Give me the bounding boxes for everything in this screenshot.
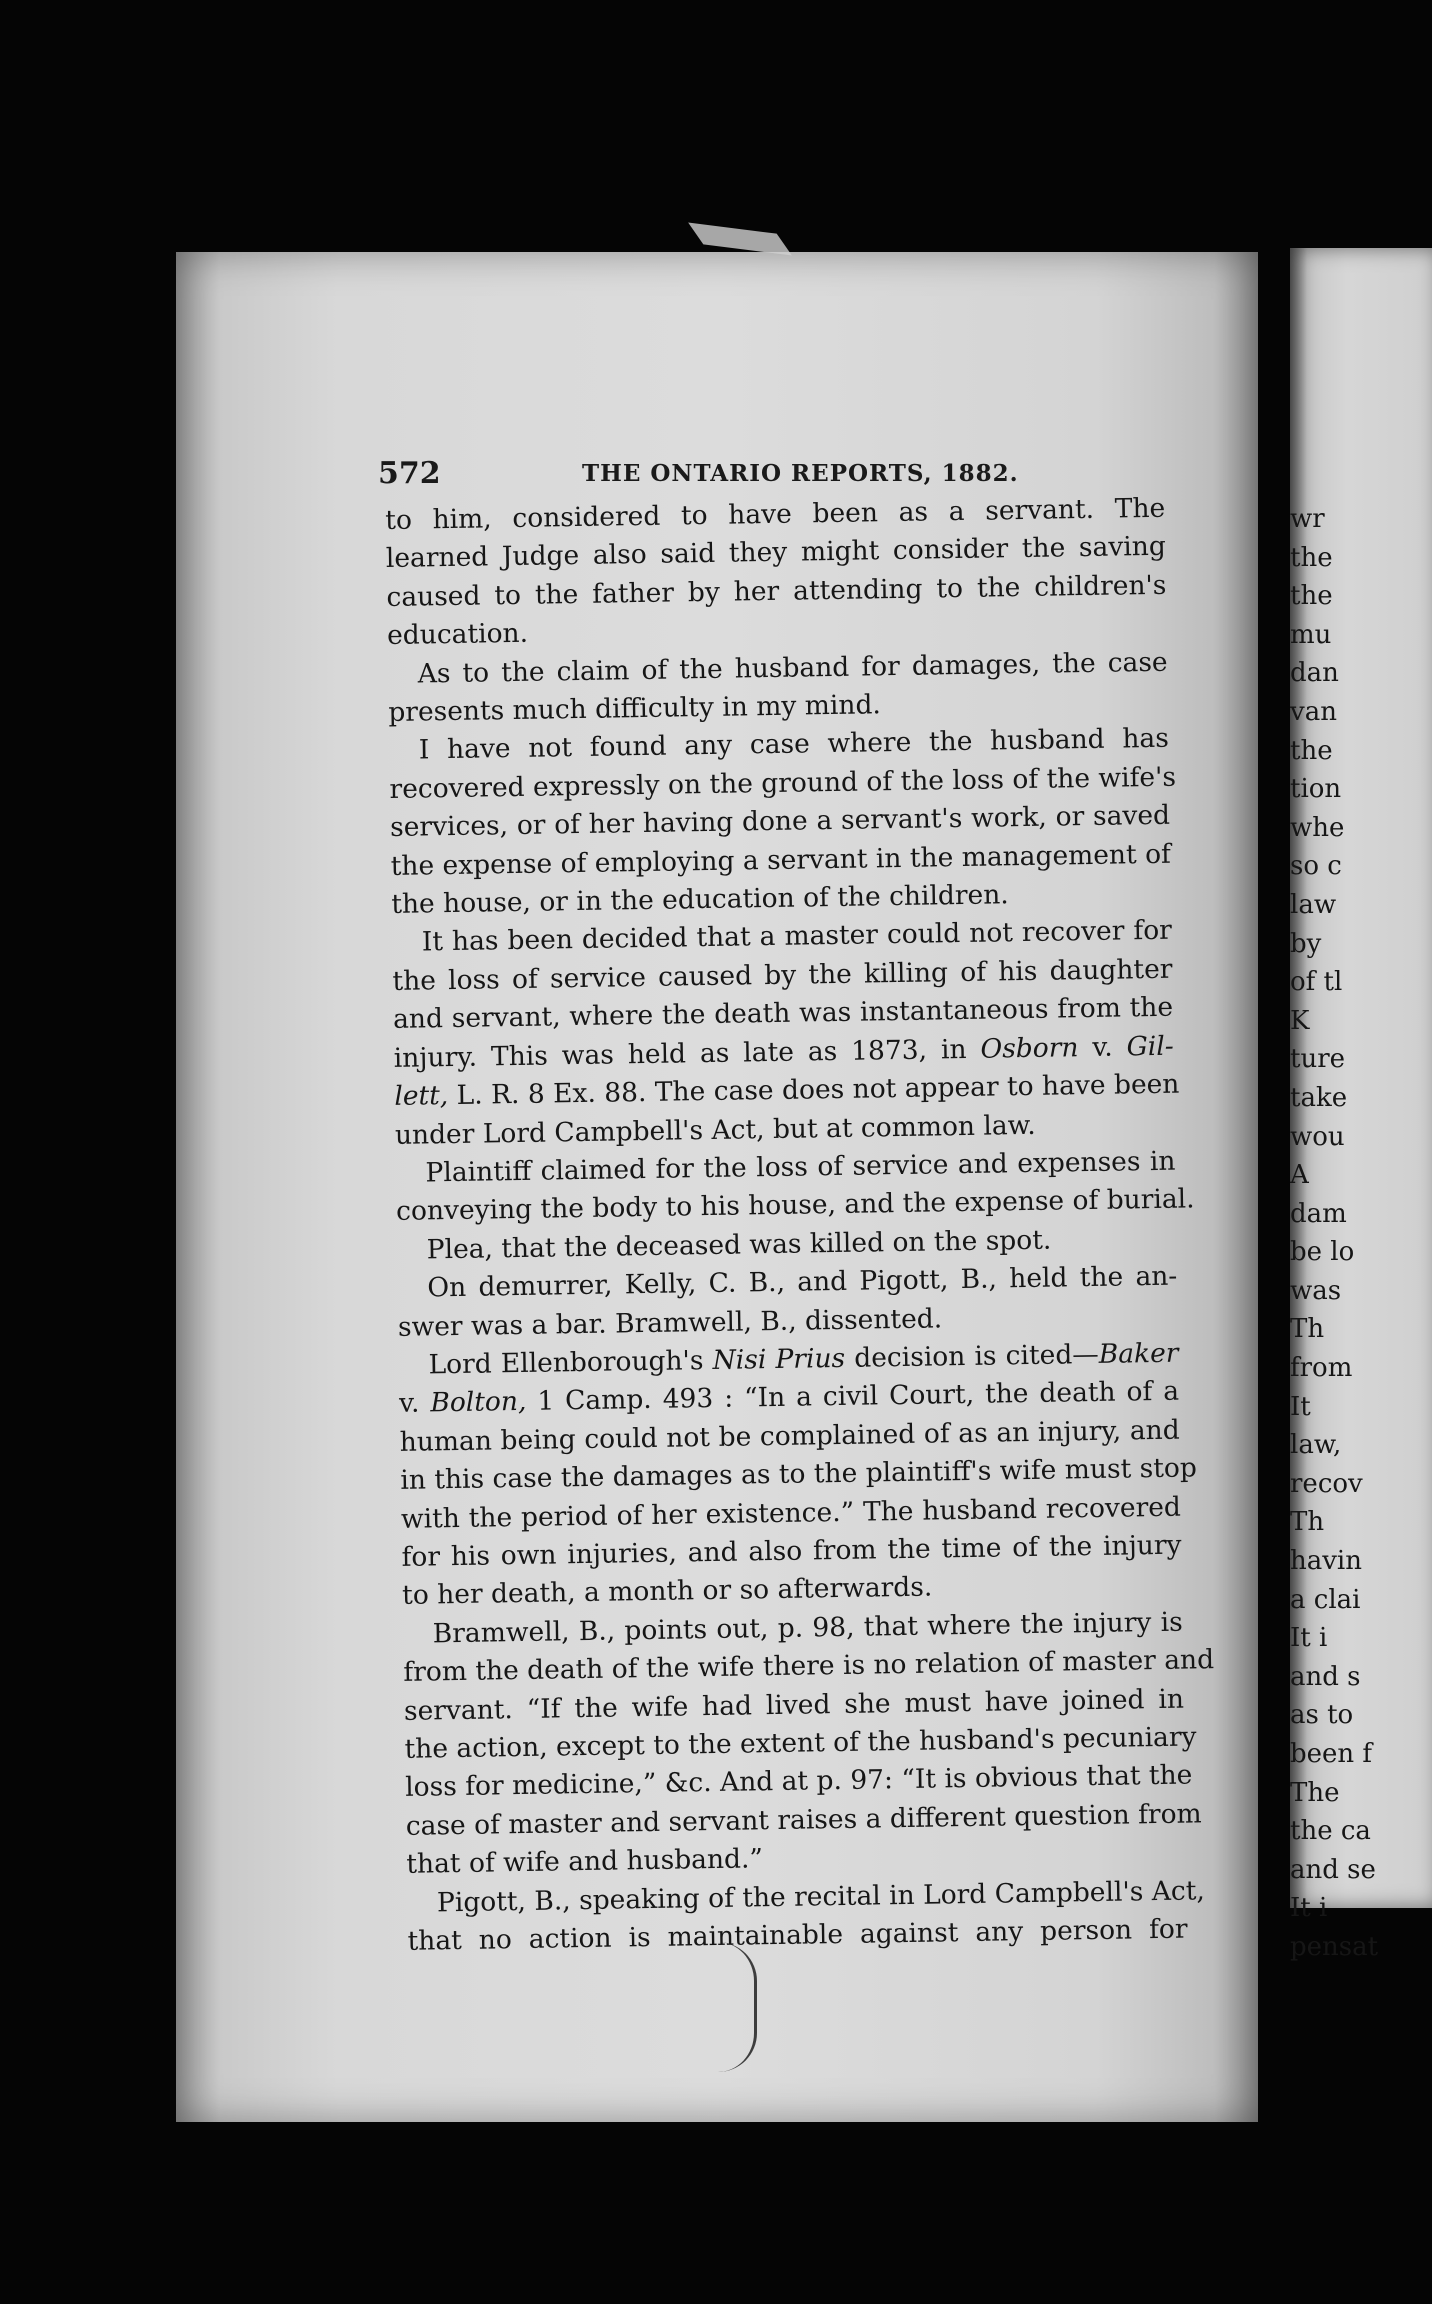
facing-page-fragment: the bbox=[1290, 735, 1333, 766]
text-line: for his own injuries, and also from the time of the injury bbox=[401, 1529, 1182, 1573]
text-line: Bramwell, B., points out, p. 98, that where the injury is bbox=[432, 1606, 1183, 1650]
body-text bbox=[385, 490, 1215, 1962]
facing-page-fragment: been f bbox=[1290, 1739, 1373, 1769]
text-line: from the death of the wife there is no relation of master and bbox=[403, 1644, 1215, 1689]
facing-page-fragment: by bbox=[1290, 928, 1322, 959]
facing-page-fragment: dam bbox=[1290, 1198, 1347, 1229]
facing-page-fragment: whe bbox=[1290, 812, 1345, 843]
text-line: caused to the father by her attending to the children's bbox=[386, 569, 1167, 613]
text-line: learned Judge also said they might consider the saving bbox=[385, 531, 1167, 575]
facing-page-fragment: It bbox=[1290, 1391, 1311, 1422]
text-line: to him, considered to have been as a servant. The bbox=[385, 492, 1166, 536]
facing-page-fragment: A bbox=[1290, 1160, 1309, 1191]
page-number: 572 bbox=[378, 456, 441, 491]
text-line: human being could not be complained of as an injury, and bbox=[399, 1414, 1180, 1458]
facing-page-fragment: mu bbox=[1290, 619, 1332, 650]
page-header bbox=[200, 456, 1180, 496]
facing-page-fragment: of tl bbox=[1290, 967, 1343, 998]
facing-page-fragment: K bbox=[1290, 1005, 1310, 1036]
facing-page-fragment: dan bbox=[1290, 658, 1339, 689]
text-line: under Lord Campbell's Act, but at common law. bbox=[394, 1109, 1036, 1151]
text-line: conveying the body to his house, and the expense of burial. bbox=[395, 1183, 1195, 1228]
text-line: case of master and servant raises a different question from bbox=[405, 1798, 1202, 1842]
facing-page-fragment: be lo bbox=[1290, 1237, 1355, 1268]
facing-page-fragment: wr bbox=[1290, 504, 1325, 534]
facing-page-fragment: take bbox=[1290, 1082, 1348, 1113]
text-line: Pigott, B., speaking of the recital in Lord Campbell's Act, bbox=[436, 1874, 1206, 1918]
facing-page-fragment: recov bbox=[1290, 1468, 1363, 1499]
text-line: recovered expressly on the ground of the loss of the wife's bbox=[389, 761, 1177, 805]
text-line: As to the claim of the husband for damages, the case bbox=[417, 646, 1168, 690]
facing-page-fragment: It i bbox=[1290, 1893, 1328, 1924]
facing-page-fragment: Th bbox=[1290, 1314, 1325, 1345]
text-line: education. bbox=[386, 617, 529, 652]
running-head: THE ONTARIO REPORTS, 1882. bbox=[582, 460, 1019, 487]
text-line: swer was a bar. Bramwell, B., dissented. bbox=[397, 1302, 943, 1343]
text-line: Lord Ellenborough's Nisi Prius decision is cited—Baker bbox=[428, 1337, 1179, 1381]
facing-page-fragment: It i bbox=[1290, 1623, 1328, 1654]
text-line: the loss of service caused by the killing of his daughter bbox=[392, 953, 1173, 997]
facing-page-fragment: wou bbox=[1290, 1121, 1345, 1152]
text-line: loss for medicine,” &c. And at p. 97: “It is obvious that the bbox=[404, 1759, 1193, 1804]
facing-page-fragment: tion bbox=[1290, 774, 1342, 805]
page-fold-shadow bbox=[688, 223, 792, 256]
facing-page-fragment: a clai bbox=[1290, 1584, 1361, 1615]
facing-page-fragment: from bbox=[1290, 1353, 1353, 1384]
text-line: servant. “If the wife had lived she must have joined in bbox=[403, 1683, 1185, 1727]
text-line: the house, or in the education of the children. bbox=[391, 879, 1009, 921]
facing-page-text bbox=[1290, 500, 1432, 1967]
facing-page-fragment: the bbox=[1290, 581, 1333, 612]
text-line: that of wife and husband.” bbox=[406, 1843, 764, 1881]
text-line: presents much difficulty in my mind. bbox=[388, 689, 882, 729]
text-line: the expense of employing a servant in the management of bbox=[390, 838, 1172, 882]
text-line: Plea, that the deceased was killed on the spot. bbox=[426, 1224, 1052, 1266]
text-line: Plaintiff claimed for the loss of service and expenses in bbox=[425, 1145, 1176, 1189]
facing-page-fragment: The bbox=[1290, 1777, 1340, 1808]
text-line: the action, except to the extent of the husband's pecuniary bbox=[404, 1721, 1197, 1765]
text-line: It has been decided that a master could not recover for bbox=[421, 915, 1173, 958]
facing-page-fragment: the ca bbox=[1290, 1816, 1371, 1847]
text-line: services, or of her having done a servant's work, or saved bbox=[389, 799, 1171, 844]
facing-page-fragment: law bbox=[1290, 889, 1337, 920]
text-line: with the period of her existence.” The husband recovered bbox=[400, 1491, 1182, 1535]
text-line: in this case the damages as to the plaintiff's wife must stop bbox=[400, 1452, 1198, 1497]
facing-page-fragment: the bbox=[1290, 542, 1333, 573]
facing-page-fragment: and s bbox=[1290, 1661, 1361, 1692]
facing-page-fragment: law, bbox=[1290, 1430, 1342, 1461]
ink-mark bbox=[718, 1942, 757, 2072]
facing-page-fragment: havin bbox=[1290, 1546, 1362, 1577]
facing-page-fragment: pensat bbox=[1290, 1931, 1379, 1962]
facing-page-fragment: ture bbox=[1290, 1044, 1346, 1075]
text-line: injury. This was held as late as 1873, in Osborn v. Gil- bbox=[393, 1030, 1174, 1074]
text-line: On demurrer, Kelly, C. B., and Pigott, B., held the an- bbox=[427, 1260, 1178, 1304]
facing-page-fragment: was bbox=[1290, 1275, 1342, 1306]
text-line: v. Bolton, 1 Camp. 493 : “In a civil Court, the death of a bbox=[398, 1375, 1180, 1420]
text-line: I have not found any case where the husband has bbox=[418, 723, 1170, 766]
facing-page-fragment: and se bbox=[1290, 1854, 1376, 1885]
facing-page-fragment: so c bbox=[1290, 851, 1342, 882]
facing-page-fragment: as to bbox=[1290, 1700, 1354, 1731]
facing-page-fragment: Th bbox=[1290, 1507, 1325, 1538]
text-line: and servant, where the death was instantaneous from the bbox=[392, 991, 1174, 1036]
facing-page-fragment: van bbox=[1290, 696, 1337, 727]
text-line: to her death, a month or so afterwards. bbox=[401, 1571, 933, 1612]
text-line: lett, L. R. 8 Ex. 88. The case does not appear to have been bbox=[394, 1068, 1180, 1113]
text-line: that no action is maintainable against any person for bbox=[407, 1913, 1188, 1957]
